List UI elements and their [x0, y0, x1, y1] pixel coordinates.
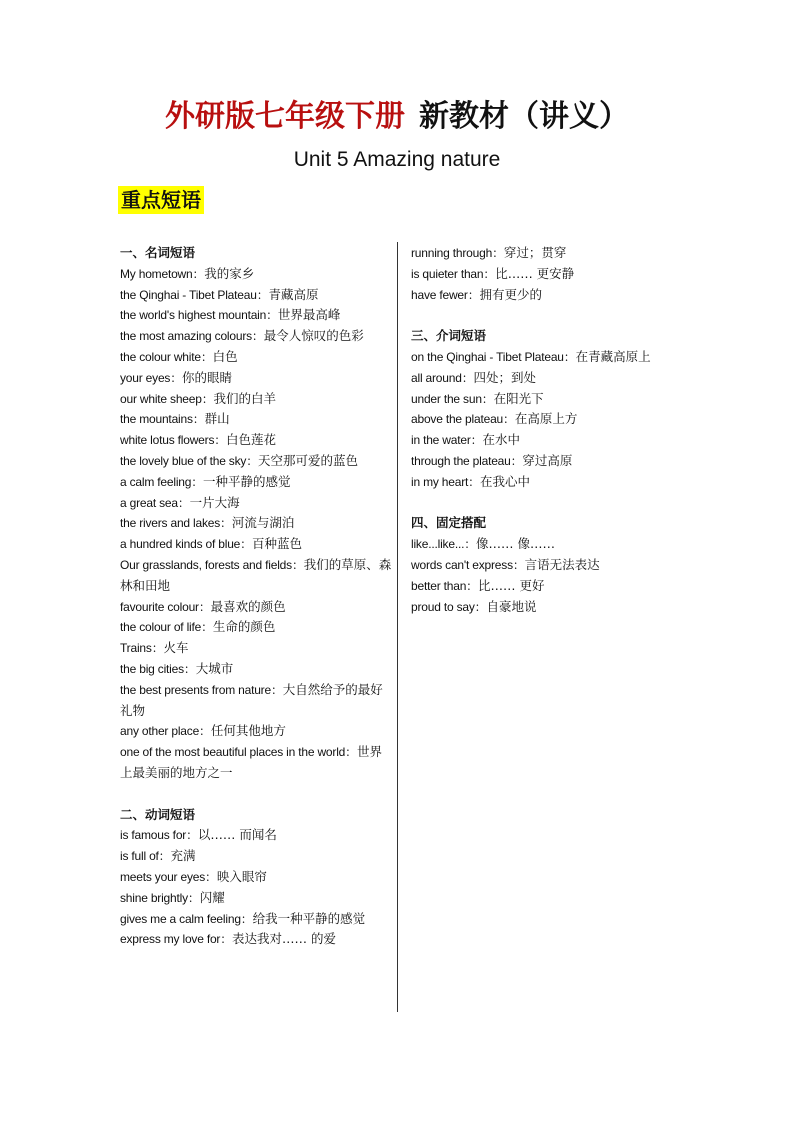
- phrase-chinese: 在我心中: [479, 473, 530, 489]
- phrase-chinese: 比…… 更安静: [495, 265, 575, 281]
- phrase-english: the lovely blue of the sky：: [120, 453, 259, 468]
- phrase-chinese: 一片大海: [189, 494, 240, 510]
- phrase-item: [120, 409, 392, 430]
- phrase-english: Our grasslands, forests and fields：: [120, 557, 304, 572]
- phrase-item: [411, 430, 681, 451]
- phrase-english: like...like...：: [411, 537, 477, 552]
- phrase-item: [120, 264, 392, 285]
- phrase-chinese: 充满: [170, 848, 196, 864]
- phrase-chinese: 最令人惊叹的色彩: [263, 328, 364, 344]
- phrase-chinese: 言语无法表达: [524, 556, 600, 572]
- phrase-item: [120, 472, 392, 493]
- phrase-english: through the plateau：: [411, 453, 523, 468]
- phrase-chinese: 天空那可爱的蓝色: [258, 452, 359, 468]
- phrase-english: the most amazing colours：: [120, 329, 264, 344]
- right-column: [411, 243, 681, 617]
- title-main: 外研版七年级下册: [165, 99, 405, 134]
- column-divider: [397, 242, 398, 1012]
- phrase-chinese: 生命的颜色: [212, 619, 276, 635]
- phrase-chinese: 拥有更少的: [479, 286, 543, 302]
- phrase-chinese: 我们的白羊: [213, 390, 277, 406]
- phrase-item: [120, 721, 392, 742]
- phrase-list-prepositional: [411, 347, 681, 493]
- phrase-item: [120, 347, 392, 368]
- phrase-english: running through：: [411, 246, 504, 260]
- phrase-chinese: 在青藏高原上: [575, 348, 651, 364]
- section-badge: 重点短语: [118, 186, 204, 214]
- phrase-chinese: 像…… 像……: [476, 536, 556, 552]
- left-column: [120, 243, 392, 950]
- phrase-item: [120, 617, 392, 638]
- phrase-item: [120, 825, 392, 846]
- page-title: [0, 97, 794, 137]
- phrase-english: the best presents from nature：: [120, 682, 283, 697]
- phrase-english: gives me a calm feeling：: [120, 911, 253, 926]
- phrase-item: [120, 326, 392, 347]
- phrase-english: the big cities：: [120, 661, 196, 676]
- phrase-english: meets your eyes：: [120, 869, 217, 884]
- phrase-item: [120, 909, 392, 930]
- phrase-chinese: 最喜欢的颜色: [210, 598, 286, 614]
- phrase-item: [120, 513, 392, 534]
- phrase-item: [120, 659, 392, 680]
- phrase-chinese: 表达我对…… 的爱: [232, 931, 337, 947]
- phrase-chinese: 自豪地说: [486, 598, 537, 614]
- phrase-item: [411, 389, 681, 410]
- phrase-item: [120, 451, 392, 472]
- phrase-chinese: 在水中: [482, 432, 520, 448]
- phrase-english: the world's highest mountain：: [120, 308, 278, 323]
- phrase-item: [411, 409, 681, 430]
- phrase-english: in the water：: [411, 433, 483, 448]
- phrase-chinese: 穿过高原: [522, 452, 573, 468]
- phrase-english: all around：: [411, 370, 474, 385]
- phrase-chinese: 以…… 而闻名: [197, 827, 277, 843]
- phrase-chinese: 大自然给予的最好礼物: [120, 681, 383, 718]
- title-suffix: 新教材（讲义）: [419, 99, 629, 134]
- phrase-chinese: 比…… 更好: [477, 577, 545, 593]
- phrase-item: [411, 597, 681, 618]
- phrase-english: under the sun：: [411, 391, 494, 406]
- phrase-english: in my heart：: [411, 474, 480, 489]
- phrase-chinese: 火车: [163, 640, 189, 656]
- phrase-english: a hundred kinds of blue：: [120, 537, 252, 552]
- phrase-chinese: 我的家乡: [204, 265, 255, 281]
- phrase-item: [120, 846, 392, 867]
- phrase-english: any other place：: [120, 724, 211, 739]
- phrase-english: your eyes：: [120, 370, 183, 385]
- phrase-english: on the Qinghai - Tibet Plateau：: [411, 349, 576, 364]
- phrase-chinese: 河流与湖泊: [231, 515, 295, 531]
- phrase-chinese: 青藏高原: [268, 286, 319, 302]
- phrase-list-collocations: [411, 534, 681, 617]
- phrase-chinese: 任何其他地方: [210, 723, 286, 739]
- phrase-item: [120, 285, 392, 306]
- phrase-chinese: 我们的草原、森林和田地: [120, 556, 392, 593]
- phrase-item: [411, 534, 681, 555]
- section-heading-verb-phrases: 二、动词短语: [120, 806, 196, 822]
- phrase-item: [120, 742, 392, 784]
- phrase-chinese: 大城市: [195, 660, 234, 676]
- phrase-item: [411, 555, 681, 576]
- unit-subtitle: Unit 5 Amazing nature: [293, 148, 501, 171]
- phrase-chinese: 四处；到处: [473, 369, 537, 385]
- phrase-chinese: 群山: [204, 411, 230, 427]
- phrase-chinese: 百种蓝色: [251, 536, 302, 552]
- phrase-chinese: 映入眼帘: [216, 868, 267, 884]
- phrase-english: is famous for：: [120, 828, 198, 843]
- phrase-list-verb: [120, 825, 392, 950]
- phrase-item: [411, 347, 681, 368]
- phrase-english: My hometown：: [120, 266, 205, 281]
- phrase-english: white lotus flowers：: [120, 433, 227, 448]
- phrase-item: [120, 430, 392, 451]
- phrase-item: [120, 680, 392, 722]
- phrase-list-noun: [120, 264, 392, 784]
- phrase-item: [120, 888, 392, 909]
- phrase-english: one of the most beautiful places in the world：: [120, 745, 357, 760]
- phrase-chinese: 世界上最美丽的地方之一: [120, 744, 382, 780]
- phrase-english: express my love for：: [120, 932, 233, 947]
- phrase-chinese: 白色: [212, 348, 238, 364]
- phrase-english: a great sea：: [120, 495, 190, 510]
- phrase-english: the Qinghai - Tibet Plateau：: [120, 287, 269, 302]
- phrase-english: the mountains：: [120, 412, 205, 427]
- phrase-english: the colour white：: [120, 349, 213, 364]
- phrase-item: [120, 368, 392, 389]
- phrase-english: better than：: [411, 578, 478, 593]
- phrase-chinese: 你的眼睛: [182, 369, 233, 385]
- phrase-chinese: 世界最高峰: [277, 307, 341, 323]
- phrase-item: [120, 389, 392, 410]
- phrase-item: [411, 243, 681, 264]
- phrase-english: the colour of life：: [120, 620, 213, 635]
- section-heading-prepositional-phrases: 三、介词短语: [411, 328, 487, 344]
- phrase-english: is full of：: [120, 849, 171, 864]
- phrase-english: proud to say：: [411, 599, 487, 614]
- phrase-chinese: 在高原上方: [514, 411, 578, 427]
- phrase-english: favourite colour：: [120, 599, 211, 614]
- phrase-chinese: 给我一种平静的感觉: [252, 910, 366, 926]
- phrase-chinese: 白色莲花: [226, 432, 277, 448]
- phrase-english: have fewer：: [411, 287, 480, 302]
- phrase-chinese: 在阳光下: [493, 390, 544, 406]
- phrase-english: words can't express：: [411, 557, 525, 572]
- phrase-item: [120, 555, 392, 597]
- phrase-english: shine brightly：: [120, 890, 200, 905]
- phrase-english: a calm feeling：: [120, 474, 204, 489]
- phrase-item: [120, 493, 392, 514]
- phrase-item: [120, 305, 392, 326]
- phrase-item: [411, 264, 681, 285]
- phrase-english: above the plateau：: [411, 412, 515, 427]
- phrase-item: [120, 638, 392, 659]
- phrase-item: [120, 534, 392, 555]
- phrase-item: [120, 929, 392, 950]
- phrase-chinese: 闪耀: [199, 889, 225, 905]
- phrase-chinese: 穿过；贯穿: [503, 245, 567, 260]
- phrase-item: [411, 285, 681, 306]
- phrase-item: [411, 576, 681, 597]
- phrase-chinese: 一种平静的感觉: [203, 473, 291, 489]
- phrase-english: is quieter than：: [411, 266, 496, 281]
- phrase-item: [120, 597, 392, 618]
- section-heading-noun-phrases: 一、名词短语: [120, 245, 196, 260]
- phrase-item: [411, 472, 681, 493]
- phrase-item: [411, 451, 681, 472]
- phrase-item: [120, 867, 392, 888]
- phrase-english: our white sheep：: [120, 391, 214, 406]
- phrase-list-verb-continued: [411, 243, 681, 305]
- section-heading-fixed-collocations: 四、固定搭配: [411, 515, 487, 531]
- phrase-item: [411, 368, 681, 389]
- phrase-english: the rivers and lakes：: [120, 516, 232, 531]
- phrase-english: Trains：: [120, 641, 164, 656]
